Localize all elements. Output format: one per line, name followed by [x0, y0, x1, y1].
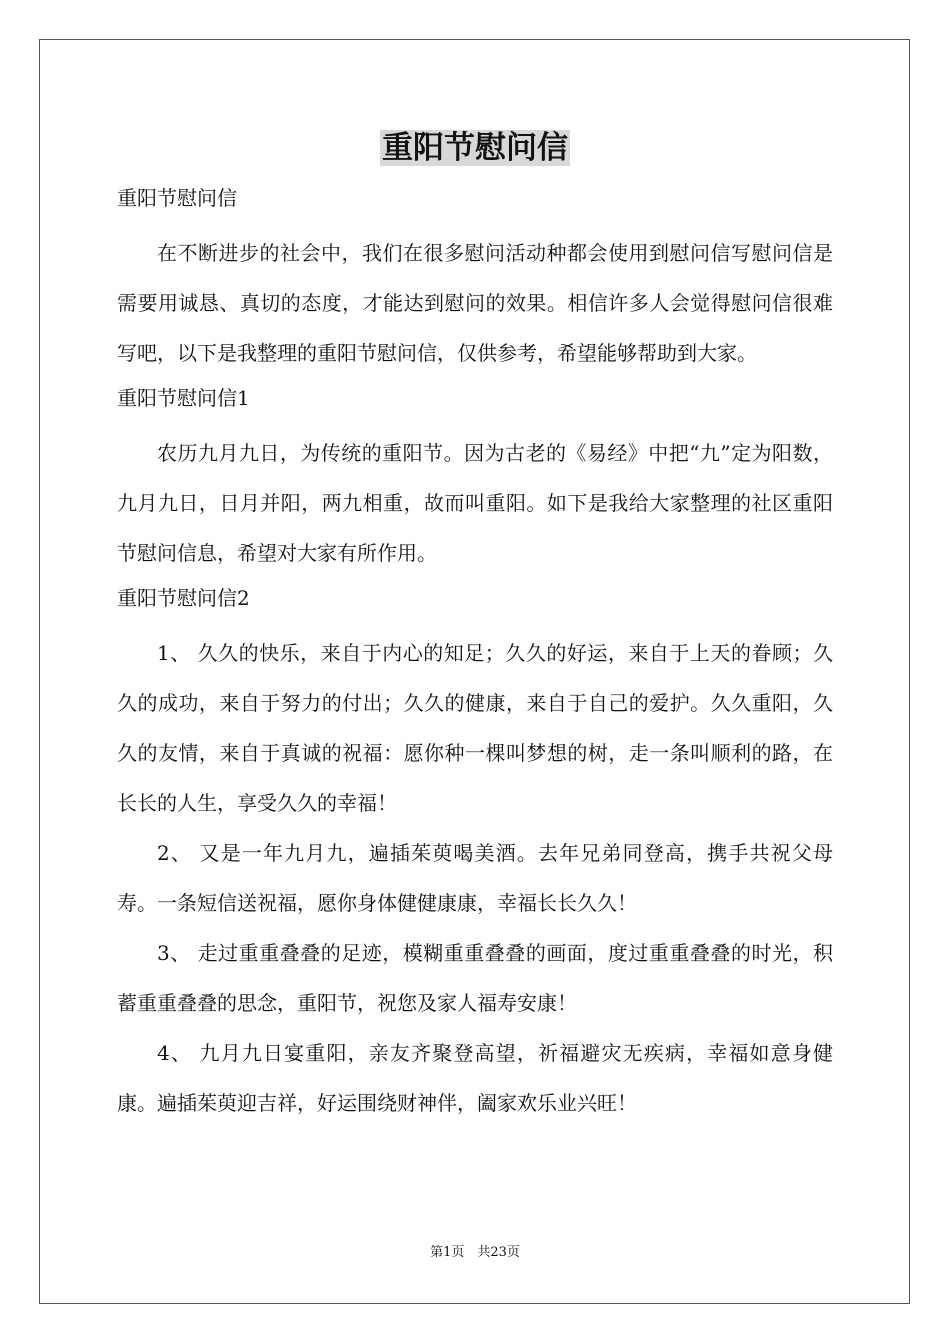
section-2-paragraph-3: 3、 走过重重叠叠的足迹，模糊重重叠叠的画面，度过重重叠叠的时光，积蓄重重叠叠的思念，重阳节，祝您及家人福寿安康！	[117, 941, 833, 1015]
section-heading-2: 重阳节慰问信2	[117, 586, 250, 610]
section-2-paragraph-2: 2、 又是一年九月九，遍插茱萸喝美酒。去年兄弟同登高，携手共祝父母寿。一条短信送祝福，愿你身体健健康康，幸福长长久久！	[117, 841, 833, 915]
section-2-paragraph-1: 1、 久久的快乐，来自于内心的知足；久久的好运，来自于上天的眷顾；久久的成功，来自于努力的付出；久久的健康，来自于自己的爱护。久久重阳，久久的友情，来自于真诚的祝福：愿你种一棵叫梦想的树，走一条叫顺利的路，在长长的人生，享受久久的幸福！	[117, 641, 833, 815]
page-number-info: 第1页 共23页	[430, 1245, 520, 1260]
document-title	[0, 126, 950, 170]
section-heading-1: 重阳节慰问信1	[117, 386, 250, 410]
document-title-text: 重阳节慰问信	[382, 130, 568, 166]
intro-paragraph: 在不断进步的社会中，我们在很多慰问活动种都会使用到慰问信写慰问信是需要用诚恳、真切的态度，才能达到慰问的效果。相信许多人会觉得慰问信很难写吧，以下是我整理的重阳节慰问信，仅供参考，希望能够帮助到大家。	[117, 241, 833, 365]
page-footer	[0, 1244, 950, 1262]
document-subtitle: 重阳节慰问信	[117, 186, 237, 210]
document-body	[117, 178, 833, 1128]
section-1-paragraph-1: 农历九月九日，为传统的重阳节。因为古老的《易经》中把“九”定为阳数，九月九日，日月并阳，两九相重，故而叫重阳。如下是我给大家整理的社区重阳节慰问信息，希望对大家有所作用。	[117, 441, 833, 565]
section-2-paragraph-4: 4、 九月九日宴重阳，亲友齐聚登高望，祈福避灾无疾病，幸福如意身健康。遍插茱萸迎吉祥，好运围绕财神伴，阖家欢乐业兴旺！	[117, 1041, 833, 1115]
